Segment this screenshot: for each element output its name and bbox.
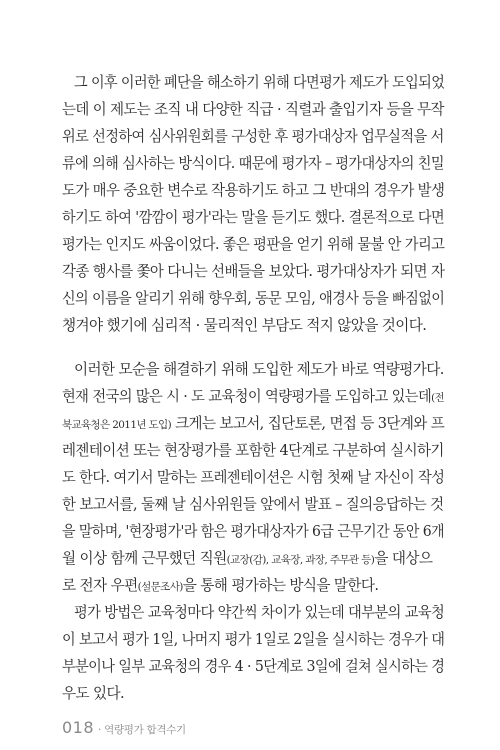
page-number: 018	[62, 718, 95, 737]
p1-line-6: 하기도 하여 '깜깜이 평가'라는 말을 듣기도 했다. 결론적으로 다면	[62, 209, 445, 226]
p2-line-6: 한 보고서를, 둘째 날 심사위원들 앞에서 발표 – 질의응답하는 것	[62, 496, 444, 513]
p2-line-9	[62, 576, 444, 597]
p1-line-3: 위로 선정하여 심사위원회를 구성한 후 평가대상자 업무실적을 서	[62, 128, 444, 145]
p3-line-1: 평가 방법은 교육청마다 약간씩 차이가 있는데 대부분의 교육청	[74, 604, 445, 621]
p1-line-4: 류에 의해 심사하는 방식이다. 때문에 평가자 – 평가대상자의 친밀	[62, 155, 444, 172]
p1-line-7: 평가는 인지도 싸움이었다. 좋은 평판을 얻기 위해 물불 안 가리고	[62, 236, 445, 253]
p1-line-2: 는데 이 제도는 조직 내 다양한 직급 · 직렬과 출입기자 등을 무작	[62, 101, 444, 118]
p2-line-9-note: (설문조사)	[137, 581, 183, 593]
p1-line-5: 도가 매우 중요한 변수로 작용하기도 하고 그 반대의 경우가 발생	[62, 182, 445, 199]
p1-line-10: 챙겨야 했기에 심리적 · 물리적인 부담도 적지 않았을 것이다.	[62, 317, 427, 334]
p2-line-5: 도 한다. 여기서 말하는 프레젠테이션은 시험 첫째 날 자신이 작성	[62, 469, 445, 486]
p2-line-1: 이러한 모순을 해결하기 위해 도입한 제도가 바로 역량평가다.	[74, 361, 444, 378]
p2-line-2-note: (전	[431, 392, 444, 404]
running-title: · 역량평가 합격수기	[98, 724, 186, 736]
p2-line-3	[62, 414, 445, 435]
p1-line-8: 각종 행사를 쫓아 다니는 선배들을 보았다. 평가대상자가 되면 자	[62, 263, 445, 280]
p2-line-2	[62, 387, 444, 408]
page-footer	[62, 718, 186, 737]
p1-line-1: 그 이후 이러한 폐단을 해소하기 위해 다면평가 제도가 도입되었	[74, 74, 445, 91]
p3-line-2: 이 보고서 평가 1일, 나머지 평가 1일로 2일을 실시하는 경우가 대	[62, 631, 445, 648]
p3-line-3: 부분이나 일부 교육청의 경우 4 · 5단계로 3일에 걸쳐 실시하는 경	[62, 658, 445, 675]
p2-line-9-text-b: 을 통해 평가하는 방식을 말한다.	[182, 577, 379, 594]
p2-line-8-text-a: 월 이상 함께 근무했던 직원	[62, 550, 227, 567]
p1-line-9: 신의 이름을 알리기 위해 향우회, 동문 모임, 애경사 등을 빠짐없이	[62, 290, 445, 307]
p2-line-2-text: 현재 전국의 많은 시 · 도 교육청이 역량평가를 도입하고 있는데	[62, 388, 432, 405]
p2-line-8-text-b: 을 대상으	[374, 550, 433, 567]
p2-line-7: 을 말하며, '현장평가'라 함은 평가대상자가 6급 근무기간 동안 6개	[62, 523, 445, 540]
p3-line-4: 우도 있다.	[62, 685, 125, 702]
p2-line-3-text: 크게는 보고서, 집단토론, 면접 등 3단계와 프	[171, 415, 445, 432]
p2-line-8-note: (교장(감), 교육장, 과장, 주무관 등)	[226, 554, 375, 566]
p2-line-3-note: 북교육청은 2011년 도입)	[62, 419, 172, 431]
p2-line-8	[62, 549, 444, 570]
p2-line-9-text-a: 로 전자 우편	[62, 577, 138, 594]
p2-line-4: 레젠테이션 또는 현장평가를 포함한 4단계로 구분하여 실시하기	[62, 442, 444, 459]
